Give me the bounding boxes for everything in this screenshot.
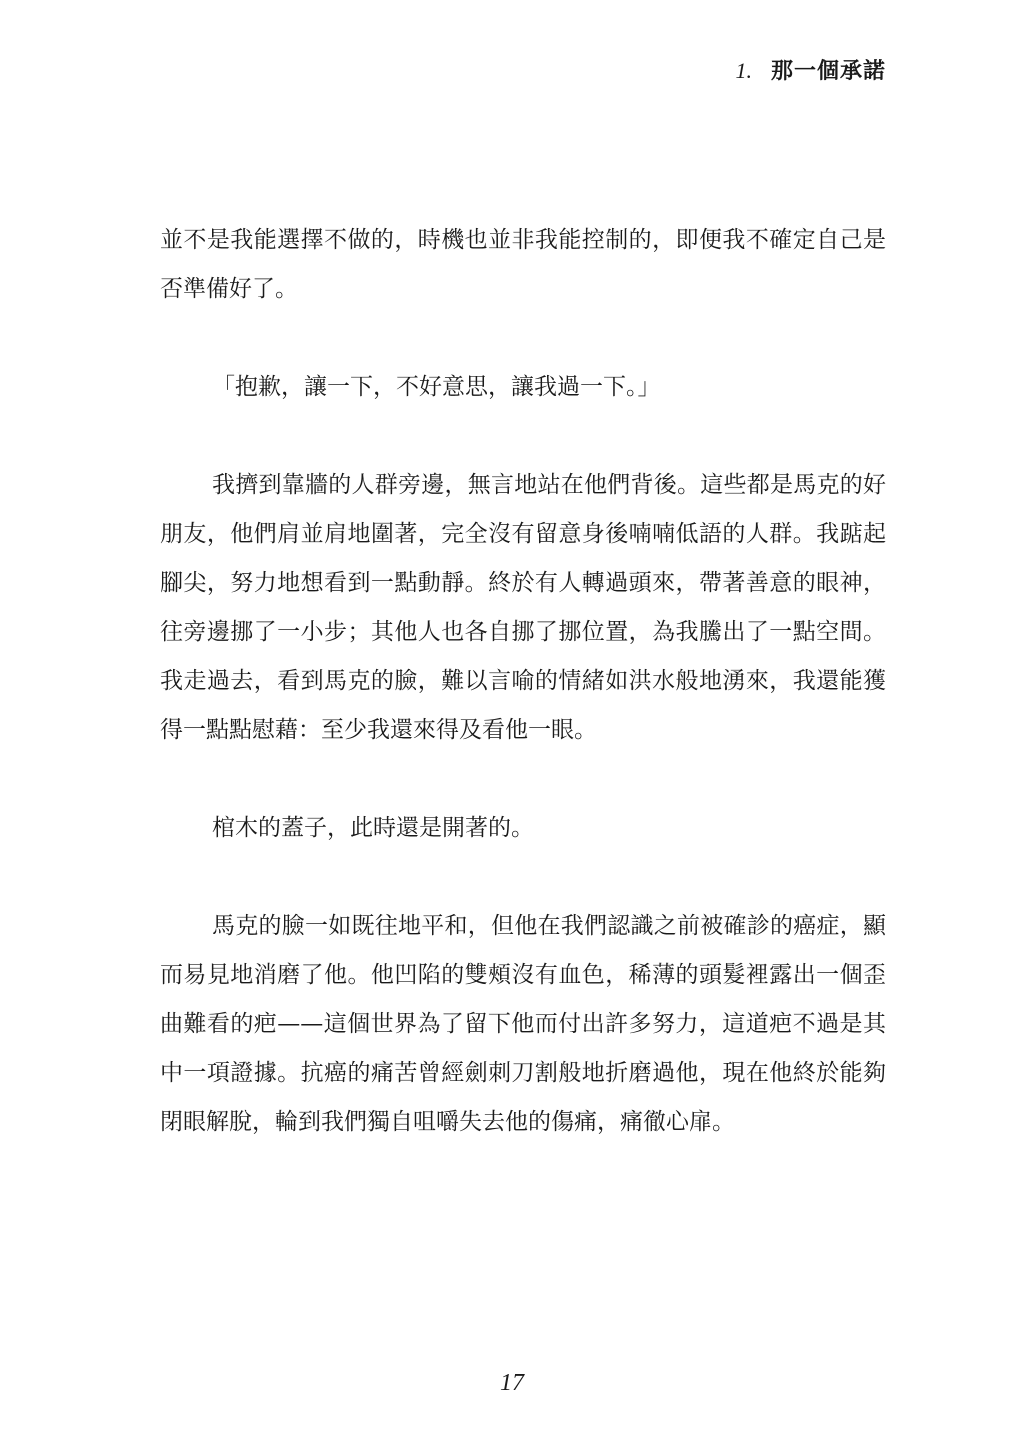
running-header (735, 56, 886, 87)
paragraph: 馬克的臉一如既往地平和，但他在我們認識之前被確診的癌症，顯而易見地消磨了他。他凹陷的雙頰沒有血色，稀薄的頭髮裡露出一個歪曲難看的疤——這個世界為了留下他而付出許多努力，這道疤不過是其中一項證據。抗癌的痛苦曾經劍刺刀割般地折磨過他，現在他終於能夠閉眼解脫，輪到我們獨自咀嚼失去他的傷痛，痛徹心扉。 (160, 913, 886, 1135)
body-text (160, 216, 886, 1196)
chapter-title: 那一個承諾 (770, 59, 886, 84)
paragraph-continuation: 並不是我能選擇不做的，時機也並非我能控制的，即便我不確定自己是否準備好了。 (160, 227, 886, 302)
page-number: 17 (500, 1370, 524, 1396)
paragraph-dialogue: 「抱歉，讓一下，不好意思，讓我過一下。」 (212, 374, 661, 400)
paragraph: 我擠到靠牆的人群旁邊，無言地站在他們背後。這些都是馬克的好朋友，他們肩並肩地圍著，完全沒有留意身後喃喃低語的人群。我踮起腳尖，努力地想看到一點動靜。終於有人轉過頭來，帶著善意的眼神，往旁邊挪了一小步；其他人也各自挪了挪位置，為我騰出了一點空間。我走過去，看到馬克的臉，難以言喻的情緒如洪水般地湧來，我還能獲得一點點慰藉：至少我還來得及看他一眼。 (160, 472, 886, 743)
chapter-number: 1. (735, 58, 752, 83)
paragraph: 棺木的蓋子，此時還是開著的。 (212, 815, 534, 841)
